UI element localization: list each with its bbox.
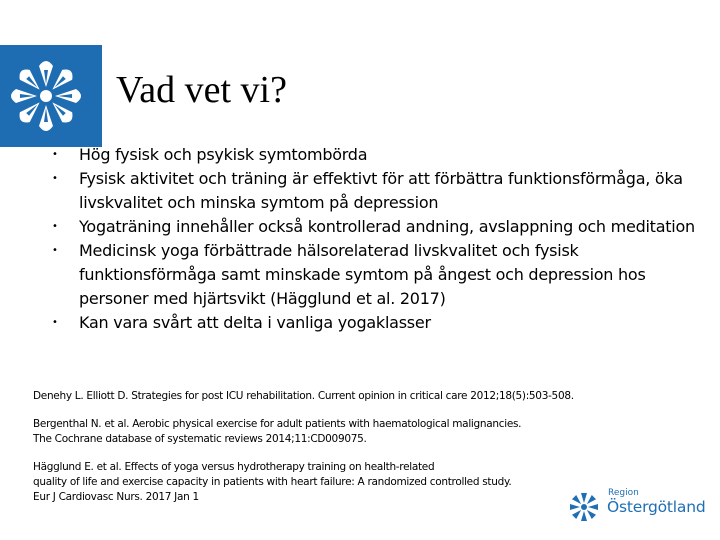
bullet-text: Kan vara svårt att delta i vanliga yogaklasser: [79, 313, 431, 332]
bullet-marker: •: [52, 245, 58, 256]
region-corner-logo: [0, 45, 102, 147]
brand-region-label: Region: [608, 488, 639, 498]
bullet-marker: •: [52, 221, 58, 232]
bullet-marker: •: [52, 173, 58, 184]
reference-item: Denehy L. Elliott D. Strategies for post ICU rehabilitation. Current opinion in critical care 2012;18(5):503-508.: [33, 390, 574, 402]
bullet-text: Fysisk aktivitet och träning är effektivt för att förbättra funktionsförmåga, öka livskvalitet och minska symtom på depression: [79, 169, 683, 212]
bullet-text: Medicinsk yoga förbättrade hälsorelaterad livskvalitet och fysisk funktionsförmåga samt minskade symtom på ångest och depression hos personer med hjärtsvikt (Hägglund et al. 2017): [79, 241, 646, 308]
reference-item: Hägglund E. et al. Effects of yoga versus hydrotherapy training on health-related quality of life and exercise capacity in patients with heart failure: A randomized controlled study. Eur J Cardiovasc Nurs. 2017 Jan 1: [33, 461, 512, 503]
bullet-marker: •: [52, 317, 58, 328]
bullet-item: [52, 311, 712, 335]
bullet-text: Yogaträning innehåller också kontrollerad andning, avslappning och meditation: [79, 217, 695, 236]
bullet-item: [52, 239, 712, 311]
brand-region-name: Östergötland: [607, 498, 706, 516]
flower-icon: [566, 491, 602, 523]
references: [33, 389, 593, 518]
slide-title: Vad vet vi?: [116, 69, 287, 111]
bullet-marker: •: [52, 149, 58, 160]
bullet-text: Hög fysisk och psykisk symtombörda: [79, 145, 368, 164]
bullet-item: [52, 143, 712, 167]
bullet-item: [52, 167, 712, 215]
region-brand-logo: [566, 488, 706, 522]
bullet-item: [52, 215, 712, 239]
reference-item: Bergenthal N. et al. Aerobic physical exercise for adult patients with haematological malignancies. The Cochrane database of systematic reviews 2014;11:CD009075.: [33, 418, 522, 445]
bullet-list: [52, 143, 712, 335]
